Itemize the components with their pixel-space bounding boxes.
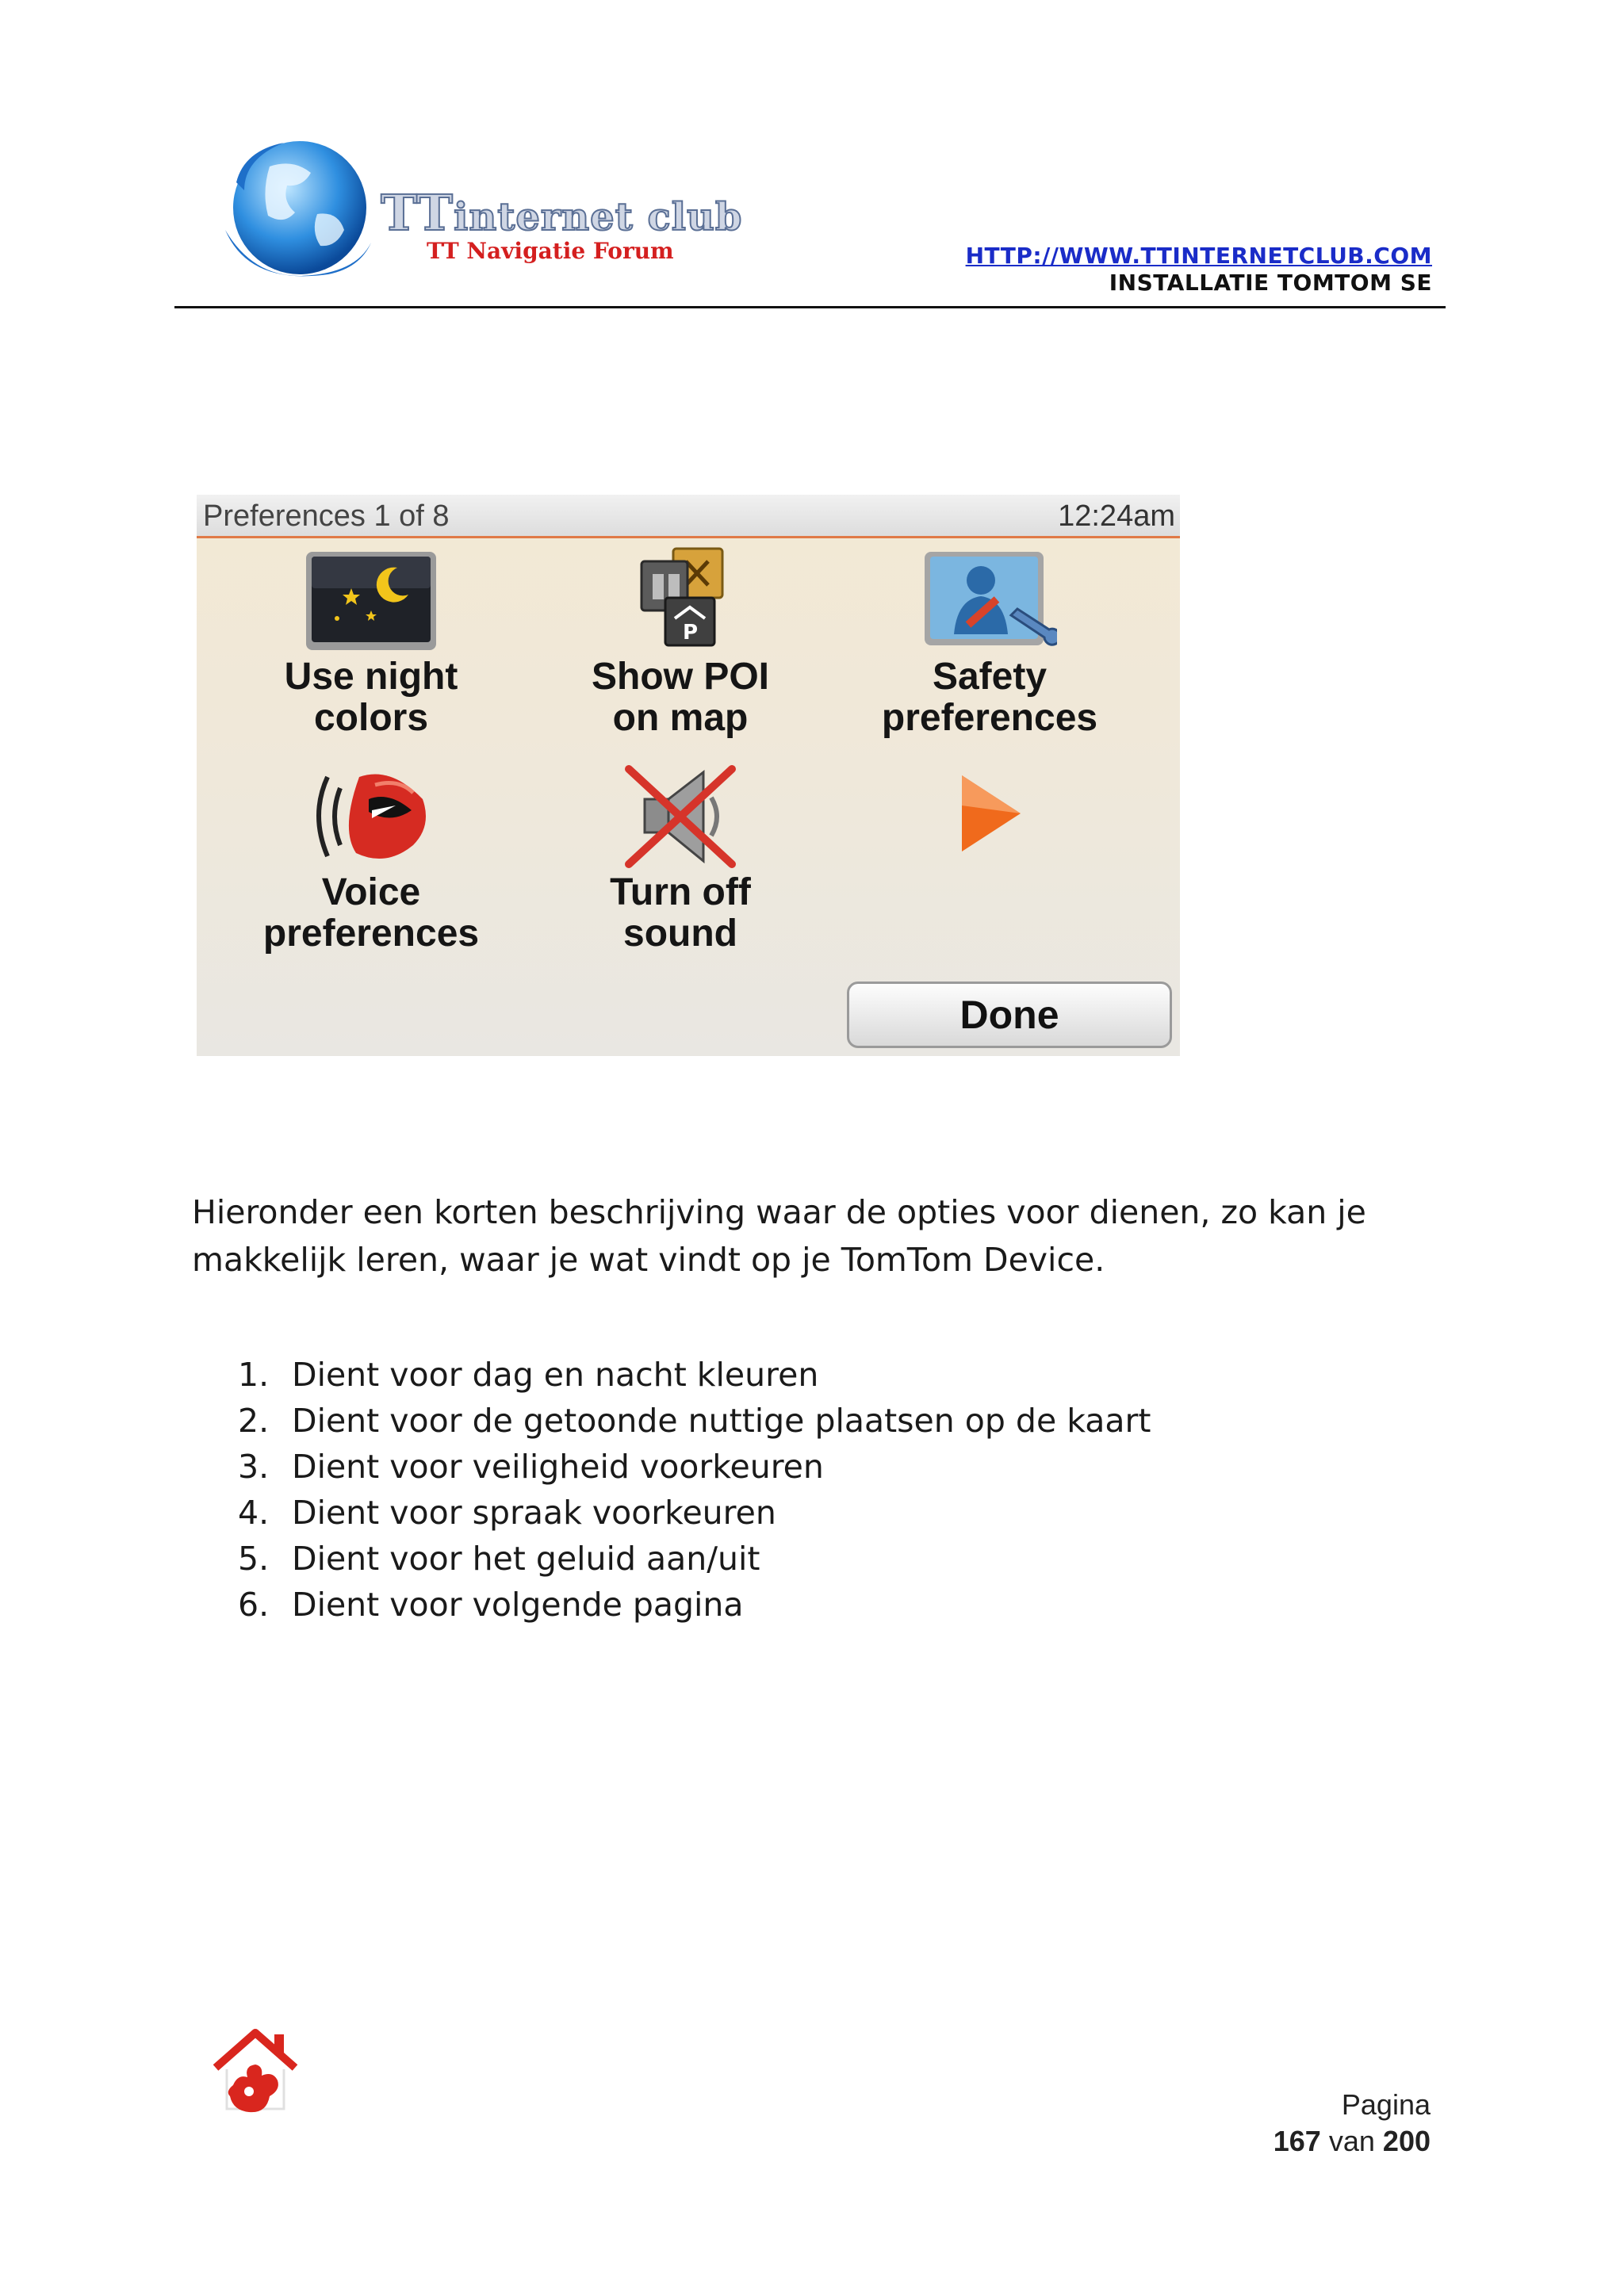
preferences-page-title: Preferences 1 of 8: [203, 499, 450, 533]
tile-label: Voice preferences: [262, 871, 480, 955]
tile-label: Safety preferences: [881, 656, 1098, 739]
tomtom-preferences-screen: [197, 495, 1180, 1056]
device-clock: 12:24am: [1058, 499, 1175, 533]
tile-next-page[interactable]: [855, 761, 1124, 872]
tile-label: Use night colors: [284, 656, 458, 739]
tile-label: Turn off sound: [610, 871, 751, 955]
list-item: 4. Dient voor spraak voorkeuren: [238, 1494, 776, 1532]
list-item: 6. Dient voor volgende pagina: [238, 1586, 744, 1624]
done-button[interactable]: Done: [847, 982, 1172, 1048]
logo-tagline: TT Navigatie Forum: [427, 238, 674, 264]
device-title-bar: [197, 495, 1180, 538]
list-item: 2. Dient voor de getoonde nuttige plaatsen op de kaart: [238, 1402, 1151, 1440]
list-item: 1. Dient voor dag en nacht kleuren: [238, 1356, 819, 1394]
sound-off-icon: [613, 761, 748, 872]
header-divider: [174, 306, 1446, 308]
globe-logo-icon: [214, 135, 381, 285]
tile-voice-preferences[interactable]: [236, 761, 506, 955]
tile-label: Show POI on map: [591, 656, 769, 739]
night-colors-icon: [304, 545, 439, 656]
tile-use-night-colors[interactable]: [236, 545, 506, 739]
voice-lips-icon: [304, 761, 439, 872]
svg-text:P: P: [683, 621, 699, 645]
safety-icon: [922, 545, 1057, 656]
next-arrow-icon: [922, 761, 1057, 872]
logo-brand-text: TTinternet club: [381, 184, 743, 242]
tile-show-poi-on-map[interactable]: [546, 545, 815, 739]
document-subtitle: INSTALLATIE TOMTOM SE: [1109, 270, 1432, 296]
option-description-list: [238, 1352, 1151, 1628]
site-url-link[interactable]: HTTP://WWW.TTINTERNETCLUB.COM: [965, 243, 1432, 269]
list-item: 3. Dient voor veiligheid voorkeuren: [238, 1448, 824, 1486]
tile-safety-preferences[interactable]: [855, 545, 1124, 739]
tile-turn-off-sound[interactable]: [546, 761, 815, 955]
page-number: Pagina 167 van 200: [1273, 2088, 1431, 2157]
list-item: 5. Dient voor het geluid aan/uit: [238, 1540, 760, 1578]
intro-paragraph: Hieronder een korten beschrijving waar de opties voor dienen, zo kan je makkelijk leren, waar je wat vindt op je TomTom Device.: [192, 1193, 1366, 1279]
poi-icon: [613, 545, 748, 656]
site-logo: [214, 135, 743, 285]
home-icon[interactable]: [208, 2023, 303, 2118]
